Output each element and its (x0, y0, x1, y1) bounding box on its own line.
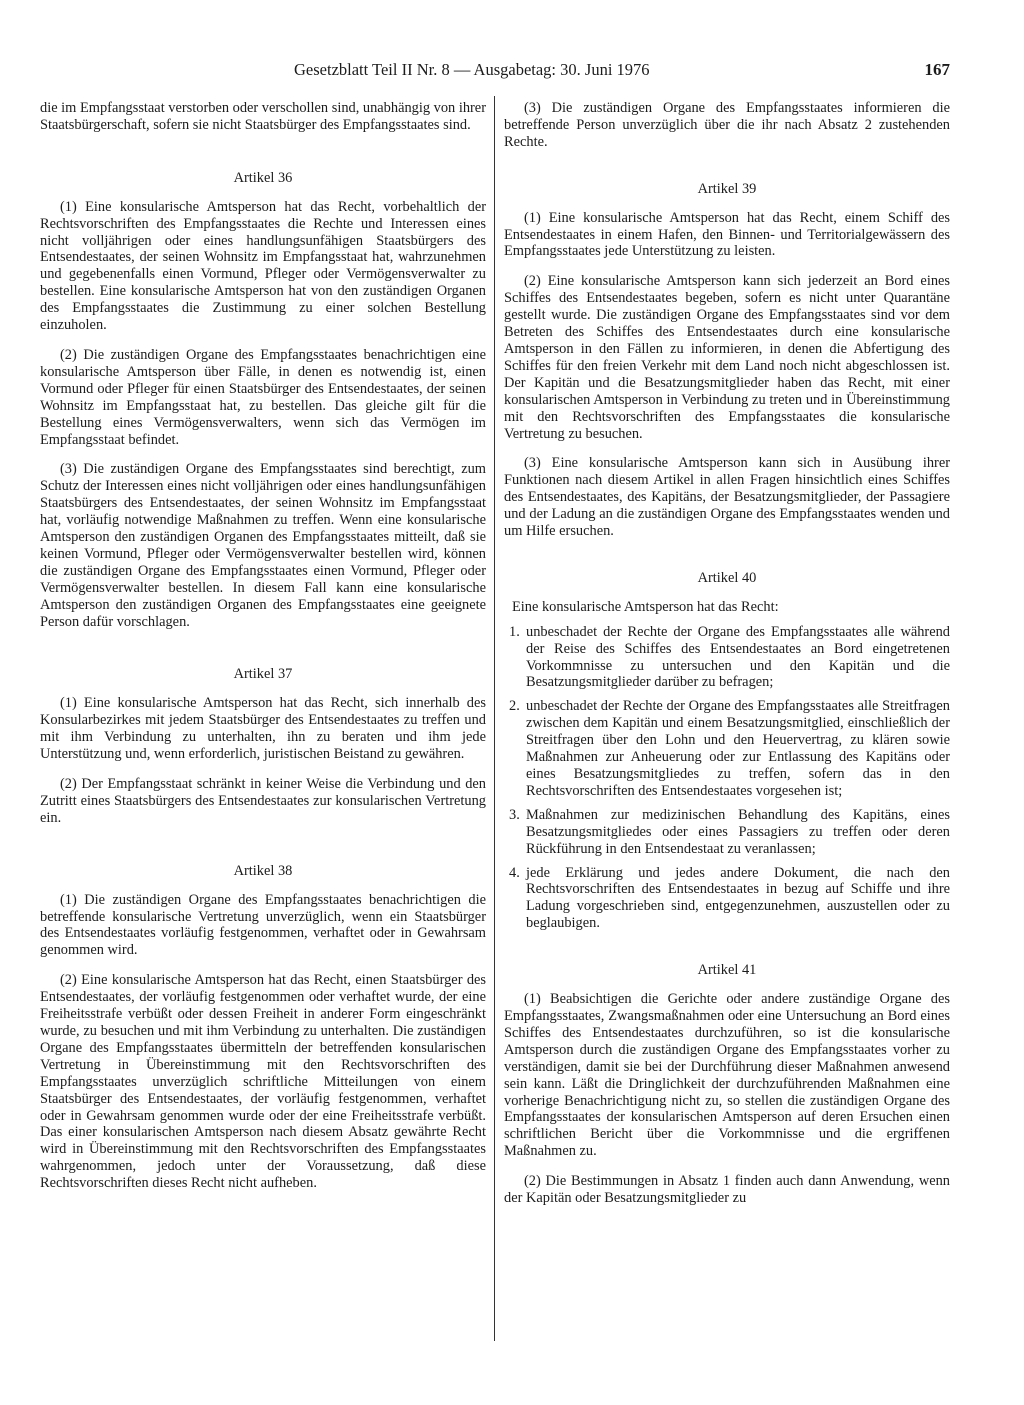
article-36-heading: Artikel 36 (233, 169, 293, 186)
continued-paragraph: die im Empfangsstaat verstorben oder verschollen sind, unabhängig von ihrer Staatsbürgerschaft, sofern sie nicht Staatsbürger des Empfangsstaates sind. (40, 100, 486, 133)
article-38-paragraph-1: (1) Die zuständigen Organe des Empfangsstaates benachrichtigen die betreffende konsularische Vertretung unverzüglich, wenn ein Staatsbürger des Entsendestaates vorläufig festgenommen, verhaftet oder in Gewahrsam genommen wird. (40, 891, 486, 959)
page-number: 167 (924, 60, 950, 79)
article-37-heading: Artikel 37 (233, 666, 293, 683)
list-item-number: 3. (509, 806, 520, 823)
running-title: Gesetzblatt Teil II Nr. 8 — Ausgabetag: 30. Juni 1976 (294, 60, 650, 79)
article-39-paragraph-3: (3) Eine konsularische Amtsperson kann sich in Ausübung ihrer Funktionen nach diesem Artikel in allen Fragen hinsichtlich eines Schiffes des Entsendestaates, des Kapitäns, der Besatzungsmitglieder, der Passagiere und der Ladung an die zuständigen Organe des Empfangsstaates wenden und um Hilfe ersuchen. (504, 455, 950, 540)
article-38-paragraph-2: (2) Eine konsularische Amtsperson hat das Recht, einen Staatsbürger des Entsendestaates, der vorläufig festgenommen oder verhaftet wurde, der eine Freiheitsstrafe verbüßt oder dessen Freiheit in anderer Form eingeschränkt wurde, zu besuchen und mit ihm Verbindung zu unterhalten. Die zuständigen Organe des Empfangsstaates übermitteln der betreffenden konsularischen Vertretung in Übereinstimmung mit den Rechtsvorschriften des Empfangsstaates unverzüglich schriftliche Mitteilungen von einem Staatsbürger des Entsendestaates, der vorläufig festgenommen, verhaftet oder in Gewahrsam genommen wurde oder der eine Freiheitsstrafe verbüßt. Das einer konsularischen Amtsperson nach diesem Absatz gewährte Recht wird in Übereinstimmung mit den Rechtsvorschriften des Empfangsstaates wahrgenommen, jedoch unter der Voraussetzung, daß diese Rechtsvorschriften dieses Recht nicht aufheben. (40, 972, 486, 1192)
list-item-number: 4. (509, 864, 520, 881)
article-37-paragraph-2: (2) Der Empfangsstaat schränkt in keiner Weise die Verbindung und den Zutritt eines Staatsbürgers des Entsendestaates zur konsularischen Vertretung ein. (40, 776, 486, 826)
article-36-paragraph-1: (1) Eine konsularische Amtsperson hat das Recht, vorbehaltlich der Rechtsvorschriften des Empfangsstaates die Rechte und Interessen eines nicht volljährigen oder eines handlungsunfähigen Staatsbürgers des Entsendestaates, der seinen Wohnsitz im Empfangsstaat hat, wahrzunehmen und gegebenenfalls einen Vormund, Pfleger oder Vermögensverwalter zu bestellen. Eine konsularische Amtsperson hat von den zuständigen Organen des Empfangsstaates die Zustimmung zu einer solchen Bestellung einzuholen. (40, 198, 486, 334)
list-item-text: Maßnahmen zur medizinischen Behandlung des Kapitäns, eines Besatzungsmitgliedes oder eines Passagiers zu treffen oder deren Rückführung in den Entsendestaat zu veranlassen; (526, 806, 950, 857)
list-item (504, 624, 950, 692)
article-41-heading: Artikel 41 (697, 962, 757, 979)
list-item-number: 2. (509, 698, 520, 715)
left-column (40, 100, 486, 1192)
list-item-text: unbeschadet der Rechte der Organe des Empfangsstaates alle Streitfragen zwischen dem Kapitän und einem Besatzungsmitglied, einschließlich der Streitfragen über den Lohn und den Heuervertrag, zu klären sowie Maßnahmen zur Anheuerung oder zur Entlassung des Kapitäns oder eines Besatzungsmitgliedes zu treffen, sofern das in den Rechtsvorschriften des Entsendestaates vorgesehen ist; (526, 698, 950, 799)
list-item (504, 807, 950, 858)
article-38-heading: Artikel 38 (233, 862, 293, 879)
list-item (504, 865, 950, 933)
list-item-number: 1. (509, 623, 520, 640)
article-40-heading: Artikel 40 (697, 569, 757, 586)
list-item-text: unbeschadet der Rechte der Organe des Empfangsstaates alle während der Reise des Schiffes des Entsendestaates an Bord eingetretenen Vorkommnisse zu untersuchen und den Kapitän und die Besatzungsmitglieder darüber zu befragen; (526, 623, 950, 691)
page-header (40, 60, 950, 84)
article-39-heading: Artikel 39 (697, 180, 757, 197)
article-37-paragraph-1: (1) Eine konsularische Amtsperson hat das Recht, sich innerhalb des Konsularbezirkes mit jedem Staatsbürger des Entsendestaates zu treffen und mit ihm Verbindung zu unterhalten, ihn zu beraten und ihm jede Unterstützung und, wenn erforderlich, juristischen Beistand zu gewähren. (40, 695, 486, 763)
article-38-paragraph-3: (3) Die zuständigen Organe des Empfangsstaates informieren die betreffende Person unverzüglich über die ihr nach Absatz 2 zustehenden Rechte. (504, 100, 950, 150)
article-40-intro: Eine konsularische Amtsperson hat das Recht: (512, 598, 779, 615)
article-39-paragraph-2: (2) Eine konsularische Amtsperson kann sich jederzeit an Bord eines Schiffes des Entsendestaates begeben, sofern es nicht unter Quarantäne gestellt wurde. Die zuständigen Organe des Empfangsstaates sind vor dem Betreten des Schiffes des Entsendestaates durch eine konsularische Amtsperson in den Fällen zu informieren, in denen die Abfertigung des Schiffes für den freien Verkehr mit dem Land noch nicht abgeschlossen ist. Der Kapitän und die Besatzungsmitglieder haben das Recht, mit einer konsularischen Amtsperson in Verbindung zu treten und in Übereinstimmung mit den Rechtsvorschriften des Empfangsstaates die konsularische Vertretung zu besuchen. (504, 273, 950, 442)
article-41-paragraph-1: (1) Beabsichtigen die Gerichte oder andere zuständige Organe des Empfangsstaates, Zwangsmaßnahmen oder eine Untersuchung an Bord eines Schiffes des Entsendestaates durchzuführen, so ist die konsularische Amtsperson durch die zuständigen Organe des Empfangsstaates vorher zu verständigen, damit sie bei der Durchführung dieser Maßnahmen anwesend sein kann. Läßt die Dringlichkeit der durchzuführenden Maßnahmen eine vorherige Benachrichtigung nicht zu, so stellen die zuständigen Organe des Empfangsstaates der konsularischen Amtsperson auf deren Ersuchen einen schriftlichen Bericht über die Vorkommnisse und die ergriffenen Maßnahmen zu. (504, 991, 950, 1160)
article-36-paragraph-3: (3) Die zuständigen Organe des Empfangsstaates sind berechtigt, zum Schutz der Interessen eines nicht volljährigen oder eines handlungsunfähigen Staatsbürgers des Entsendestaates, der seinen Wohnsitz im Empfangsstaat hat, vorläufig notwendige Maßnahmen zu treffen. Wenn eine konsularische Amtsperson den zuständigen Organen des Empfangsstaates mitteilt, daß sie keinen Vormund, Pfleger oder Vermögensverwalter bestellen wird, können die zuständigen Organe des Empfangsstaates einen Vormund, Pfleger oder Vermögensverwalter bestellen. In diesem Fall kann eine konsularische Amtsperson den zuständigen Organen des Empfangsstaates eine geeignete Person dafür vorschlagen. (40, 461, 486, 630)
article-41-paragraph-2: (2) Die Bestimmungen in Absatz 1 finden auch dann Anwendung, wenn der Kapitän oder Besatzungsmitglieder zu (504, 1173, 950, 1207)
article-36-paragraph-2: (2) Die zuständigen Organe des Empfangsstaates benachrichtigen eine konsularische Amtsperson über Fälle, in denen es notwendig ist, einen Vormund oder Pfleger für einen Staatsbürger des Entsendestaates, der seinen Wohnsitz im Empfangsstaat hat, zu bestellen. Das gleiche gilt für die Bestellung eines Vermögensverwalters, wenn sich das Vermögen im Empfangsstaat befindet. (40, 346, 486, 448)
article-39-paragraph-1: (1) Eine konsularische Amtsperson hat das Recht, einem Schiff des Entsendestaates in einem Hafen, den Binnen- und Territorialgewässern des Empfangsstaates jede Unterstützung zu leisten. (504, 209, 950, 260)
list-item-text: jede Erklärung und jedes andere Dokument, die nach den Rechtsvorschriften des Entsendestaates in bezug auf Schiffe und ihre Ladung vorgeschrieben sind, entgegenzunehmen, auszustellen oder zu beglaubigen. (526, 864, 950, 932)
column-divider (494, 96, 495, 1341)
list-item (504, 698, 950, 799)
article-40-list (504, 624, 950, 932)
right-column (504, 100, 950, 1207)
